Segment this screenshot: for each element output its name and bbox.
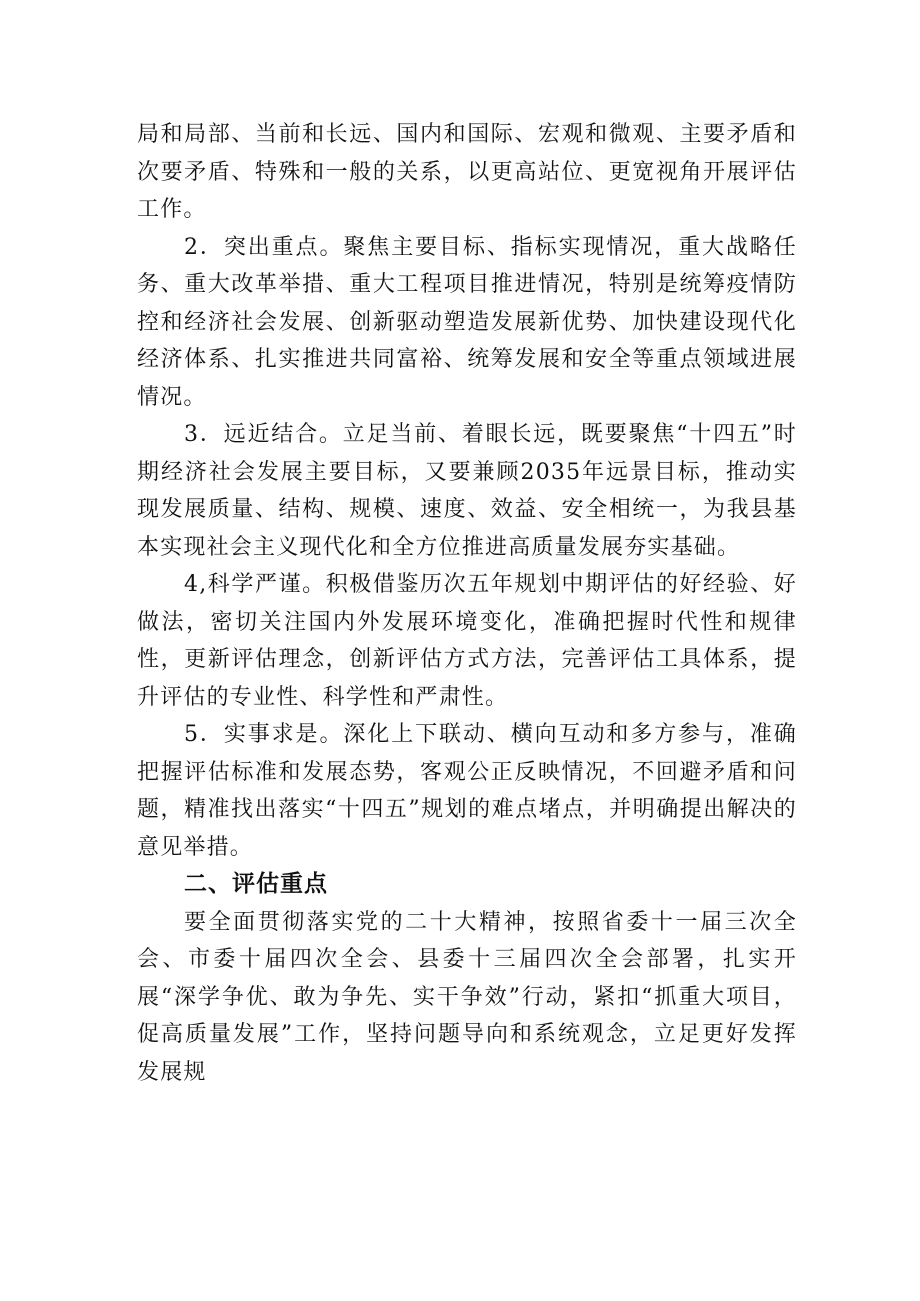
paragraph-item-3: 3．远近结合。立足当前、着眼长远，既要聚焦“十四五”时期经济社会发展主要目标，又要兼顾2035年远景目标，推动实现发展质量、结构、规模、速度、效益、安全相统一，为我县基本实现社会主义现代化和全方位推进高质量发展夯实基础。 [137,422,797,560]
paragraph-item-2: 2．突出重点。聚焦主要目标、指标实现情况，重大战略任务、重大改革举措、重大工程项目推进情况，特别是统筹疫情防控和经济社会发展、创新驱动塑造发展新优势、加快建设现代化经济体系、扎实推进共同富裕、统筹发展和安全等重点领域进展情况。 [137,234,797,410]
paragraph-item-5: 5．实事求是。深化上下联动、横向互动和多方参与，准确把握评估标准和发展态势，客观公正反映情况，不回避矛盾和问题，精准找出落实“十四五”规划的难点堵点，并明确提出解决的意见举措。 [137,722,797,860]
paragraph-continuation: 局和局部、当前和长远、国内和国际、宏观和微观、主要矛盾和次要矛盾、特殊和一般的关系，以更高站位、更宽视角开展评估工作。 [137,122,797,222]
paragraph-closing: 要全面贯彻落实党的二十大精神，按照省委十一届三次全会、市委十届四次全会、县委十三届四次全会部署，扎实开展“深学争优、敢为争先、实干争效”行动，紧扣“抓重大项目，促高质量发展”工作，坚持问题导向和系统观念，立足更好发挥发展规 [137,909,797,1085]
paragraph-item-4: 4,科学严谨。积极借鉴历次五年规划中期评估的好经验、好做法，密切关注国内外发展环境变化，准确把握时代性和规律性，更新评估理念，创新评估方式方法，完善评估工具体系，提升评估的专业性、科学性和严肃性。 [137,572,797,710]
document-body [137,116,797,1091]
section-heading: 二、评估重点 [184,871,328,897]
